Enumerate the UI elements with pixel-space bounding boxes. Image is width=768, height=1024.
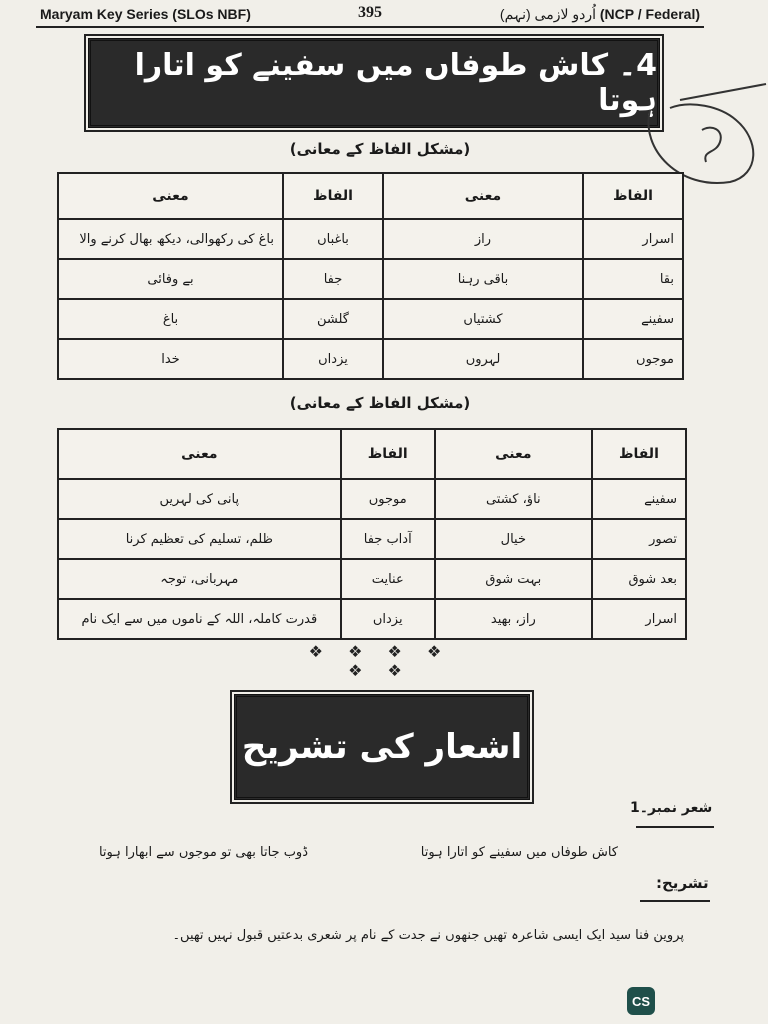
header-cell: الفاظ [283, 173, 383, 219]
word-cell: جفا [283, 259, 383, 299]
table-row [58, 519, 686, 559]
word-cell: اسرار [592, 599, 686, 639]
word-cell: سفینے [592, 479, 686, 519]
meaning-cell: بے وفائی [58, 259, 283, 299]
meaning-cell: باغ کی رکھوالی، دیکھ بھال کرنے والا [58, 219, 283, 259]
meaning-cell: مہربانی، توجہ [58, 559, 341, 599]
word-cell: بقا [583, 259, 683, 299]
meaning-cell: باقی رہنا [383, 259, 583, 299]
header-right [500, 6, 700, 23]
meaning-cell: خیال [435, 519, 592, 559]
section-title: اشعار کی تشریح [234, 694, 530, 800]
word-cell: عنایت [341, 559, 435, 599]
header-cell: الفاظ [341, 429, 435, 479]
meaning-cell: کشتیاں [383, 299, 583, 339]
verse-line-2: ڈوب جاتا بھی تو موجوں سے ابھارا ہوتا [98, 845, 308, 860]
header-rule [36, 26, 704, 28]
header-cell: معنی [58, 429, 341, 479]
table-row [58, 599, 686, 639]
page-header [40, 4, 700, 26]
page-number: 395 [358, 4, 382, 21]
vocab-heading-1: (مشکل الفاظ کے معانی) [289, 140, 471, 158]
header-cell: الفاظ [583, 173, 683, 219]
explanation-text: پروین فنا سید ایک ایسی شاعرہ تھیں جنھوں نے جدت کے نام پر شعری بدعتیں قبول نہیں تھیں۔ [172, 928, 684, 943]
table-row [58, 219, 683, 259]
meaning-cell: ظلم، تسلیم کی تعظیم کرنا [58, 519, 341, 559]
header-cell: معنی [58, 173, 283, 219]
word-cell: اسرار [583, 219, 683, 259]
subject-label: اُردو لازمی (نہم) [499, 6, 596, 22]
meaning-cell: باغ [58, 299, 283, 339]
word-cell: موجوں [341, 479, 435, 519]
verse-line-1: کاش طوفاں میں سفینے کو اتارا ہوتا [420, 845, 618, 860]
board-label: (NCP / Federal) [599, 6, 700, 22]
meaning-cell: خدا [58, 339, 283, 379]
chapter-title: 4۔ کاش طوفاں میں سفینے کو اتارا ہوتا [88, 38, 660, 128]
table-header-row [58, 173, 683, 219]
meaning-cell: پانی کی لہریں [58, 479, 341, 519]
explanation-label: تشریح: [656, 874, 709, 892]
vocab-heading-2: (مشکل الفاظ کے معانی) [289, 394, 471, 412]
word-cell: بعد شوق [592, 559, 686, 599]
explanation-underline [640, 900, 710, 902]
table-row [58, 299, 683, 339]
table-row [58, 259, 683, 299]
meaning-cell: ناؤ، کشتی [435, 479, 592, 519]
word-cell: سفینے [583, 299, 683, 339]
word-cell: یزداں [341, 599, 435, 639]
word-cell: باغباں [283, 219, 383, 259]
meaning-cell: قدرت کاملہ، اللہ کے ناموں میں سے ایک نام [58, 599, 341, 639]
table-header-row [58, 429, 686, 479]
vocab-table-1 [57, 172, 684, 380]
word-cell: گلشن [283, 299, 383, 339]
header-cell: معنی [383, 173, 583, 219]
table-row [58, 339, 683, 379]
table-row [58, 479, 686, 519]
camscanner-badge-icon: CS [627, 987, 655, 1015]
meaning-cell: لہروں [383, 339, 583, 379]
header-cell: معنی [435, 429, 592, 479]
word-cell: یزداں [283, 339, 383, 379]
header-cell: الفاظ [592, 429, 686, 479]
meaning-cell: راز [383, 219, 583, 259]
word-cell: موجوں [583, 339, 683, 379]
meaning-cell: بہت شوق [435, 559, 592, 599]
verse-label-underline [636, 826, 714, 828]
meaning-cell: راز، بھید [435, 599, 592, 639]
ornament-divider: ❖ ❖ ❖ ❖ ❖ ❖ [308, 642, 452, 680]
table-row [58, 559, 686, 599]
vocab-table-2 [57, 428, 687, 640]
series-title: Maryam Key Series (SLOs NBF) [40, 6, 251, 22]
verse-label: شعر نمبر۔1 [630, 800, 713, 816]
word-cell: آداب جفا [341, 519, 435, 559]
word-cell: تصور [592, 519, 686, 559]
